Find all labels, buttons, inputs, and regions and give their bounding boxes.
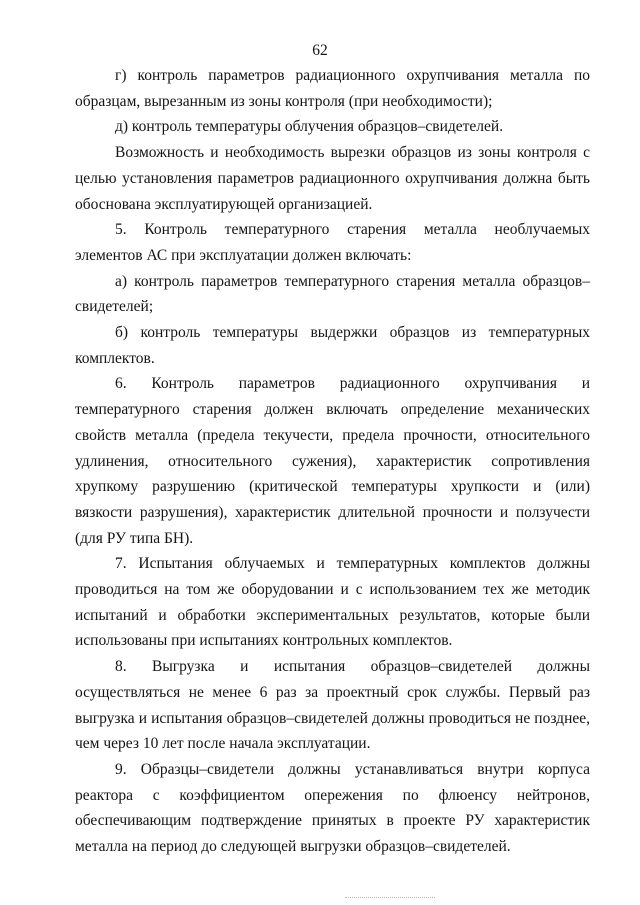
document-body (75, 63, 590, 860)
paragraph-item-g: г) контроль параметров радиационного охрупчивания металла по образцам, вырезанным из зоны контроля (при необходимости); (75, 67, 590, 110)
paragraph-section-9: 9. Образцы–свидетели должны устанавливаться внутри корпуса реактора с коэффициентом опережения по флюенсу нейтронов, обеспечивающим подтверждение принятых в проекте РУ характеристик металла на период до следующей выгрузки образцов–свидетелей. (75, 760, 590, 856)
paragraph-item-a: а) контроль параметров температурного старения металла образцов–свидетелей; (75, 272, 590, 316)
paragraph-item-b: б) контроль температуры выдержки образцов из температурных комплектов. (75, 324, 590, 367)
paragraph-item-d: д) контроль температуры облучения образцов–свидетелей. (115, 118, 504, 136)
paragraph-section-5: 5. Контроль температурного старения металла необлучаемых элементов АС при эксплуатации должен включать: (75, 221, 590, 264)
paragraph-section-6: 6. Контроль параметров радиационного охрупчивания и температурного старения должен включать определение механических свойств металла (предела текучести, предела прочности, относительного удлинения, относительного сужения), характеристик сопротивления хрупкому разрушению (критической температуры хрупкости и (или) вязкости разрушения), характеристик длительной прочности и ползучести (для РУ типа БН). (75, 375, 590, 547)
page-number: 62 (312, 42, 328, 59)
paragraph-sample-cutting: Возможность и необходимость вырезки образцов из зоны контроля с целью установления параметров радиационного охрупчивания должна быть обоснована эксплуатирующей организацией. (75, 144, 590, 213)
paragraph-section-8: 8. Выгрузка и испытания образцов–свидетелей должны осуществляться не менее 6 раз за проектный срок службы. Первый раз выгрузка и испытания образцов–свидетелей должны проводиться не позднее, чем через 10 лет после начала эксплуатации. (75, 658, 590, 753)
scan-artifact-line (345, 897, 435, 901)
paragraph-section-7: 7. Испытания облучаемых и температурных комплектов должны проводиться на том же оборудовании и с использованием тех же методик испытаний и обработки экспериментальных результатов, которые были использованы при испытаниях контрольных комплектов. (75, 555, 590, 650)
